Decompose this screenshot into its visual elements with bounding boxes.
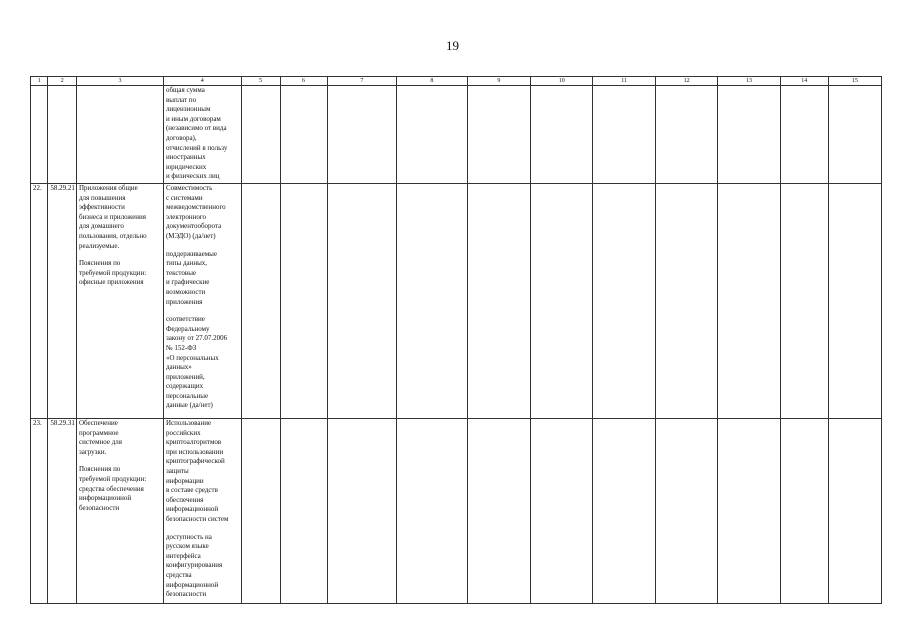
- column-header: 2: [48, 77, 77, 86]
- attribute-line: поддерживаемые: [165, 249, 217, 258]
- attribute-line: средства: [165, 570, 192, 579]
- product-name-line: для повышения: [79, 193, 126, 202]
- column-header: 13: [718, 77, 780, 86]
- attribute-line: общая сумма: [165, 86, 205, 94]
- attribute-cell: [163, 419, 241, 604]
- column-header: 15: [828, 77, 881, 86]
- attribute-line: и графические: [165, 278, 210, 287]
- page-number: 19: [446, 38, 459, 53]
- attribute-line: № 152-ФЗ: [165, 343, 197, 352]
- paragraph-gap: [79, 457, 161, 465]
- product-name-line: загрузки.: [79, 447, 107, 456]
- empty-cell-col-5: [241, 184, 280, 419]
- attribute-cell: [163, 86, 241, 184]
- product-name-line: для домашнего: [79, 222, 124, 231]
- attribute-line: российских: [165, 428, 201, 437]
- attribute-line: данные (да/нет): [165, 401, 213, 410]
- empty-cell-col-7: [327, 86, 397, 184]
- attribute-line: интерфейса: [165, 551, 201, 560]
- attribute-line: (МЭДО) (да/нет): [165, 231, 216, 240]
- empty-cell-col-8: [397, 86, 468, 184]
- empty-cell-col-9: [467, 86, 530, 184]
- paragraph-gap: [166, 525, 239, 533]
- empty-cell-col-10: [531, 86, 593, 184]
- empty-cell-col-6: [280, 184, 327, 419]
- empty-cell-col-8: [397, 184, 468, 419]
- empty-cell-col-12: [655, 419, 717, 604]
- empty-cell-col-6: [280, 86, 327, 184]
- attribute-line: и физических лиц: [165, 172, 220, 181]
- product-name-line: эффективности: [79, 203, 125, 212]
- product-name-cell: [77, 86, 164, 184]
- attribute-line: в составе средств: [165, 486, 218, 495]
- empty-cell-col-7: [327, 184, 397, 419]
- row-number-cell: [31, 86, 48, 184]
- product-name-line: Приложения общие: [79, 184, 138, 192]
- attribute-line: информационной: [165, 505, 219, 514]
- attribute-line: лицензионным: [165, 105, 211, 114]
- attribute-line: типы данных,: [165, 259, 208, 268]
- attribute-line: безопасности: [165, 590, 207, 599]
- attribute-line: конфигурирования: [165, 561, 223, 570]
- empty-cell-col-11: [593, 184, 655, 419]
- empty-cell-col-14: [780, 419, 828, 604]
- empty-cell-col-15: [828, 419, 881, 604]
- attribute-line: обеспечения: [165, 495, 204, 504]
- attribute-line: информационной: [165, 580, 219, 589]
- empty-cell-col-15: [828, 184, 881, 419]
- table-row: [31, 86, 882, 184]
- product-name-line: Пояснения по: [79, 465, 121, 474]
- column-header: 6: [280, 77, 327, 86]
- attribute-line: информации: [165, 476, 204, 485]
- table-row: [31, 184, 882, 419]
- empty-cell-col-5: [241, 419, 280, 604]
- attribute-line: русском языке: [165, 542, 209, 551]
- column-header: 4: [163, 77, 241, 86]
- column-number-header-row: [31, 77, 882, 86]
- empty-cell-col-11: [593, 86, 655, 184]
- product-name-line: требуемой продукции:: [79, 268, 147, 277]
- attribute-line: Совместимость: [165, 184, 213, 192]
- column-header: 9: [467, 77, 530, 86]
- column-header: 8: [397, 77, 468, 86]
- attribute-line: безопасности систем: [165, 514, 229, 523]
- product-name-line: системное для: [79, 438, 123, 447]
- empty-cell-col-12: [655, 86, 717, 184]
- attribute-line: договора),: [165, 133, 197, 142]
- empty-cell-col-7: [327, 419, 397, 604]
- column-header: 5: [241, 77, 280, 86]
- attribute-line: при использовании: [165, 447, 224, 456]
- product-name-line: безопасности: [79, 503, 120, 512]
- okpd2-code-cell: 58.29.21: [48, 184, 77, 419]
- empty-cell-col-10: [531, 419, 593, 604]
- attribute-line: закону от 27.07.2006: [165, 334, 228, 343]
- attribute-line: криптографической: [165, 457, 225, 466]
- product-name-line: информационной: [79, 494, 132, 503]
- attribute-line: (независимо от вида: [165, 124, 227, 133]
- row-number-cell: 22.: [31, 184, 48, 419]
- attribute-line: выплат по: [165, 95, 197, 104]
- attribute-line: электронного: [165, 212, 207, 221]
- empty-cell-col-6: [280, 419, 327, 604]
- product-name-line: офисные приложения: [79, 278, 144, 287]
- paragraph-gap: [166, 307, 239, 315]
- column-header: 3: [77, 77, 164, 86]
- product-name-cell: [77, 184, 164, 419]
- column-header: 1: [31, 77, 48, 86]
- attribute-line: возможности: [165, 287, 206, 296]
- empty-cell-col-13: [718, 419, 780, 604]
- attribute-line: с системами: [165, 193, 203, 202]
- column-header: 7: [327, 77, 397, 86]
- attribute-line: защиты: [165, 466, 189, 475]
- attribute-line: персональные: [165, 391, 209, 400]
- attribute-line: Использование: [165, 419, 212, 427]
- attribute-line: иностранных: [165, 153, 206, 162]
- column-header: 12: [655, 77, 717, 86]
- column-header: 14: [780, 77, 828, 86]
- product-name-line: программное: [79, 428, 119, 437]
- empty-cell-col-8: [397, 419, 468, 604]
- product-name-line: Обеспечение: [79, 419, 118, 427]
- attribute-line: межведомственного: [165, 203, 226, 212]
- empty-cell-col-12: [655, 184, 717, 419]
- attribute-line: «О персональных: [165, 353, 219, 362]
- product-name-line: бизнеса и приложения: [79, 212, 147, 221]
- empty-cell-col-15: [828, 86, 881, 184]
- product-name-line: реализуемые.: [79, 241, 120, 250]
- product-name-line: требуемой продукции:: [79, 474, 147, 483]
- attribute-line: соответствие: [165, 315, 205, 324]
- attribute-line: отчислений в пользу: [165, 143, 228, 152]
- attribute-cell: [163, 184, 241, 419]
- attribute-line: документооборота: [165, 222, 222, 231]
- row-number-cell: 23.: [31, 419, 48, 604]
- attribute-line: криптоалгоритмов: [165, 438, 222, 447]
- attribute-line: доступность на: [165, 532, 212, 541]
- column-header: 10: [531, 77, 593, 86]
- empty-cell-col-14: [780, 184, 828, 419]
- attribute-line: приложения: [165, 297, 203, 306]
- attribute-line: и иным договорам: [165, 114, 221, 123]
- paragraph-gap: [166, 242, 239, 250]
- empty-cell-col-5: [241, 86, 280, 184]
- empty-cell-col-10: [531, 184, 593, 419]
- okpd2-code-cell: [48, 86, 77, 184]
- attribute-line: юридических: [165, 162, 207, 171]
- attribute-line: текстовые: [165, 268, 197, 277]
- product-name-cell: [77, 419, 164, 604]
- empty-cell-col-9: [467, 419, 530, 604]
- attribute-line: Федеральному: [165, 324, 210, 333]
- attribute-line: данных»: [165, 363, 192, 372]
- paragraph-gap: [79, 251, 161, 259]
- okpd2-code-cell: 58.29.31: [48, 419, 77, 604]
- empty-cell-col-11: [593, 419, 655, 604]
- empty-cell-col-14: [780, 86, 828, 184]
- empty-cell-col-13: [718, 184, 780, 419]
- attribute-line: приложений,: [165, 372, 205, 381]
- attribute-line: содержащих: [165, 382, 204, 391]
- product-name-line: средства обеспечения: [79, 484, 144, 493]
- column-header: 11: [593, 77, 655, 86]
- requirements-table: [30, 76, 882, 604]
- table-row: [31, 419, 882, 604]
- empty-cell-col-9: [467, 184, 530, 419]
- empty-cell-col-13: [718, 86, 780, 184]
- product-name-line: Пояснения по: [79, 259, 121, 268]
- product-name-line: пользования, отдельно: [79, 231, 147, 240]
